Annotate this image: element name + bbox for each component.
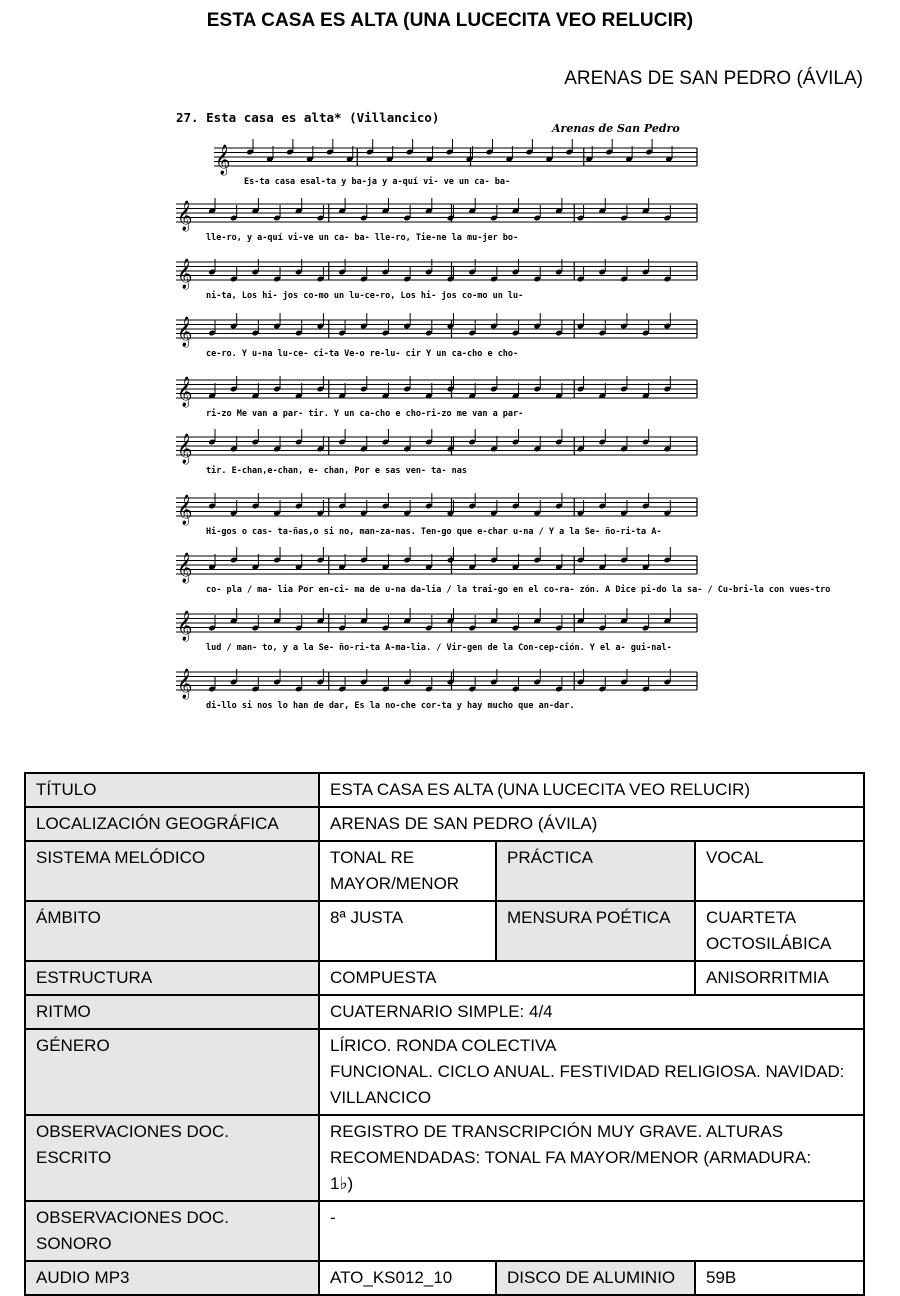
staff-system	[176, 608, 697, 653]
row-estructura	[25, 961, 864, 995]
value-audio: ATO_KS012_10	[319, 1261, 496, 1295]
value-practica: VOCAL	[695, 841, 864, 901]
lyric-line: tir. E-chan,e-chan, e- chan, Por e sas ven- ta- nas	[206, 466, 467, 476]
treble-clef-icon: 𝄞	[177, 434, 193, 464]
value-obs-escrito-line3: 1♭)	[330, 1174, 354, 1193]
treble-clef-icon: 𝄞	[177, 317, 193, 347]
value-genero	[319, 1029, 864, 1115]
value-sistema-line1: TONAL RE	[330, 848, 415, 867]
treble-clef-icon: 𝄞	[177, 611, 193, 641]
value-anisorritmia: ANISORRITMIA	[695, 961, 864, 995]
label-practica: PRÁCTICA	[496, 841, 695, 901]
value-genero-line2: FUNCIONAL. CICLO ANUAL. FESTIVIDAD RELIGIOSA. NAVIDAD:	[330, 1062, 845, 1081]
value-obs-escrito	[319, 1115, 864, 1201]
value-mensura-line2: OCTOSILÁBICA	[706, 934, 832, 953]
value-disco: 59B	[695, 1261, 864, 1295]
lyric-line: di-llo si nos lo han de dar, Es la no-che cor-ta y hay mucho que an-dar.	[206, 701, 575, 711]
row-localizacion	[25, 807, 864, 841]
treble-clef-icon: 𝄞	[177, 377, 193, 407]
label-ambito: ÁMBITO	[25, 901, 319, 961]
staff-system	[176, 258, 697, 301]
label-disco: DISCO DE ALUMINIO	[496, 1261, 695, 1295]
value-sistema-line2: MAYOR/MENOR	[330, 874, 460, 893]
lyric-line: ni-ta, Los hi- jos co-mo un lu-ce-ro, Los hi- jos co-mo un lu-	[206, 291, 524, 301]
lyric-line: lud / man- to, y a la Se- ño-ri-ta A-ma-lia. / Vir-gen de la Con-cep-ción. Y el a- gui-nal-	[206, 643, 672, 653]
label-sistema: SISTEMA MELÓDICO	[25, 841, 319, 901]
label-estructura: ESTRUCTURA	[25, 961, 319, 995]
label-genero: GÉNERO	[25, 1029, 319, 1115]
lyric-line: Hi-gos o cas- ta-ñas,o si no, man-za-nas. Ten-go que e-char u-na / Y a la Se- ño-ri-ta A-	[206, 527, 662, 537]
row-genero	[25, 1029, 864, 1115]
row-ritmo	[25, 995, 864, 1029]
lyric-line: Es-ta casa esal-ta y ba-ja y a-quí vi- ve un ca- ba-	[244, 177, 511, 187]
score-place: Arenas de San Pedro	[552, 122, 680, 135]
treble-clef-icon: 𝄞	[215, 145, 231, 175]
value-estructura: COMPUESTA	[319, 961, 695, 995]
staff-system	[176, 668, 697, 711]
row-obs-escrito	[25, 1115, 864, 1201]
location-header: ARENAS DE SAN PEDRO (ÁVILA)	[564, 68, 863, 89]
value-titulo: ESTA CASA ES ALTA (UNA LUCECITA VEO RELUCIR)	[319, 773, 864, 807]
treble-clef-icon: 𝄞	[177, 553, 193, 583]
value-ritmo: CUATERNARIO SIMPLE: 4/4	[319, 995, 864, 1029]
music-score	[172, 100, 831, 730]
label-obs-sonoro: OBSERVACIONES DOC. SONORO	[25, 1201, 319, 1261]
row-sistema	[25, 841, 864, 901]
value-sistema	[319, 841, 496, 901]
music-score-image	[172, 100, 831, 730]
value-mensura-line1: CUARTETA	[706, 908, 797, 927]
row-titulo	[25, 773, 864, 807]
staff-system	[214, 139, 697, 187]
lyric-line: ri-zo Me van a par- tir. Y un ca-cho e cho-ri-zo me van a par-	[206, 409, 524, 419]
treble-clef-icon: 𝄞	[177, 201, 193, 231]
value-ambito: 8ª JUSTA	[319, 901, 496, 961]
row-obs-sonoro	[25, 1201, 864, 1261]
staff-system	[176, 547, 830, 595]
lyric-line: co- pla / ma- lia Por en-ci- ma de u-na da-lia / la trai-go en el co-ra- zón. A Dice pi-do la sa- / Cu-bri-la con vues-tro	[206, 585, 831, 595]
label-obs-escrito: OBSERVACIONES DOC. ESCRITO	[25, 1115, 319, 1201]
treble-clef-icon: 𝄞	[177, 495, 193, 525]
value-genero-line1: LÍRICO. RONDA COLECTIVA	[330, 1036, 557, 1055]
label-mensura: MENSURA POÉTICA	[496, 901, 695, 961]
value-obs-escrito-line2: RECOMENDADAS: TONAL FA MAYOR/MENOR (ARMADURA:	[330, 1148, 812, 1167]
value-obs-sonoro: -	[319, 1201, 864, 1261]
row-ambito	[25, 901, 864, 961]
treble-clef-icon: 𝄞	[177, 259, 193, 289]
staff-systems	[176, 139, 830, 711]
value-mensura	[695, 901, 864, 961]
label-titulo: TÍTULO	[25, 773, 319, 807]
value-genero-line3: VILLANCICO	[330, 1088, 432, 1107]
lyric-line: ce-ro. Y u-na lu-ce- ci-ta Ve-o re-lu- cir Y un ca-cho e cho-	[206, 349, 519, 359]
staff-system	[176, 493, 697, 537]
metadata-table	[24, 772, 865, 1296]
value-localizacion: ARENAS DE SAN PEDRO (ÁVILA)	[319, 807, 864, 841]
page-title: ESTA CASA ES ALTA (UNA LUCECITA VEO RELUCIR)	[206, 10, 694, 31]
lyric-line: lle-ro, y a-quí vi-ve un ca- ba- lle-ro, Tie-ne la mu-jer bo-	[206, 233, 519, 243]
label-localizacion: LOCALIZACIÓN GEOGRÁFICA	[25, 807, 319, 841]
staff-system	[176, 429, 697, 476]
score-heading: 27. Esta casa es alta* (Villancico)	[176, 110, 440, 125]
label-audio: AUDIO MP3	[25, 1261, 319, 1295]
staff-system	[176, 376, 697, 419]
value-obs-escrito-line1: REGISTRO DE TRANSCRIPCIÓN MUY GRAVE. ALTURAS	[330, 1122, 784, 1141]
staff-system	[176, 313, 697, 359]
row-audio	[25, 1261, 864, 1295]
staff-system	[176, 198, 697, 243]
label-ritmo: RITMO	[25, 995, 319, 1029]
treble-clef-icon: 𝄞	[177, 669, 193, 699]
